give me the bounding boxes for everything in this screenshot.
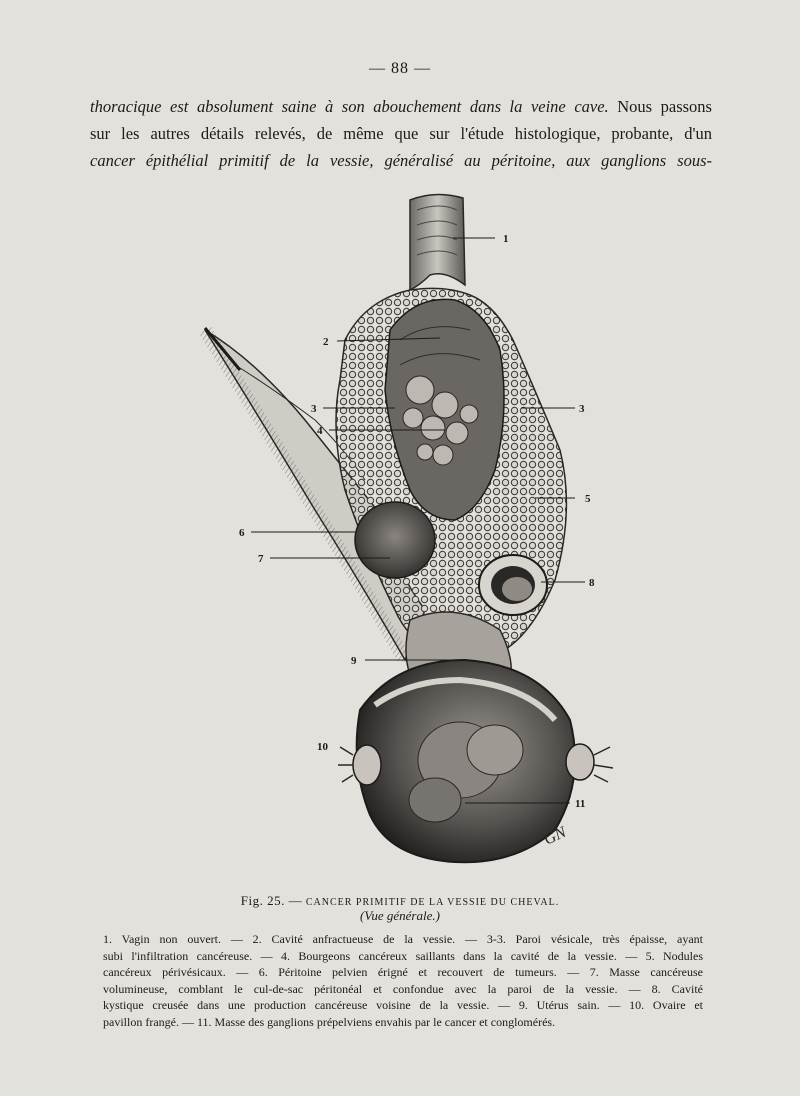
- callout-4: 4: [317, 425, 323, 437]
- body-line-3: [90, 147, 712, 174]
- legend-line-5: kystique creusée dans une production cancéreuse voisine de la vessie. — 9. Utérus sain. — 10. Ovaire et: [103, 998, 703, 1012]
- legend-line-4: volumineuse, comblant le cul-de-sac péritonéal et confondue avec la paroi de la vessie. — 8. Cavité: [103, 981, 703, 996]
- masse-cancereuse: [355, 502, 435, 578]
- body-line-3-italic: cancer épithélial primitif de la vessie, généralisé au péritoine, aux ganglions sous-: [90, 151, 712, 170]
- ovary-left: [338, 745, 381, 785]
- callout-6: 6: [239, 527, 245, 539]
- callout-1: 1: [503, 233, 509, 245]
- callout-11: 11: [575, 798, 586, 810]
- legend-line-6: pavillon frangé. — 11. Masse des ganglions prépelviens envahis par le cancer et conglomérés.: [103, 1014, 556, 1029]
- ovary-right: [566, 744, 613, 782]
- figure-subtitle: (Vue générale.): [360, 908, 440, 923]
- page-number: — 88 —: [369, 60, 431, 77]
- body-line-1: [90, 93, 712, 120]
- figure-legend: [103, 931, 703, 1030]
- illustration-svg: [195, 190, 635, 870]
- callout-10: 10: [317, 741, 328, 753]
- legend-line-3: cancéreux périvésicaux. — 6. Péritoine pelvien érigné et recouvert de tumeurs. — 7. Masse cancéreuse: [103, 965, 703, 979]
- body-line-1-italic: thoracique est absolument saine à son abouchement dans la veine cave.: [90, 97, 609, 116]
- figure-title: CANCER PRIMITIF DE LA VESSIE DU CHEVAL.: [305, 897, 560, 908]
- callout-5: 5: [585, 493, 591, 505]
- body-text: [90, 93, 712, 174]
- callout-7: 7: [258, 553, 264, 565]
- callout-2: 2: [323, 336, 329, 348]
- artist-signature: GN: [541, 823, 569, 849]
- body-line-1-rest: Nous passons: [608, 97, 712, 116]
- vagin-tube: [410, 194, 465, 290]
- anatomical-illustration: [195, 190, 635, 870]
- callout-3-right: 3: [579, 403, 585, 415]
- callout-3-left: 3: [311, 403, 317, 415]
- callout-8: 8: [589, 577, 595, 589]
- legend-line-2: subi l'infiltration cancéreuse. — 4. Bourgeons cancéreux saillants dans la cavité de la vessie. — 5. Nodules: [103, 948, 703, 963]
- figure-label: Fig. 25. —: [240, 893, 306, 908]
- callout-9: 9: [351, 655, 357, 667]
- body-line-2: sur les autres détails relevés, de même que sur l'étude histologique, probante, d'un: [90, 124, 712, 143]
- legend-line-1: 1. Vagin non ouvert. — 2. Cavité anfractueuse de la vessie. — 3-3. Paroi vésicale, très épaisse, ayant: [103, 932, 703, 946]
- figure-caption: [0, 893, 800, 909]
